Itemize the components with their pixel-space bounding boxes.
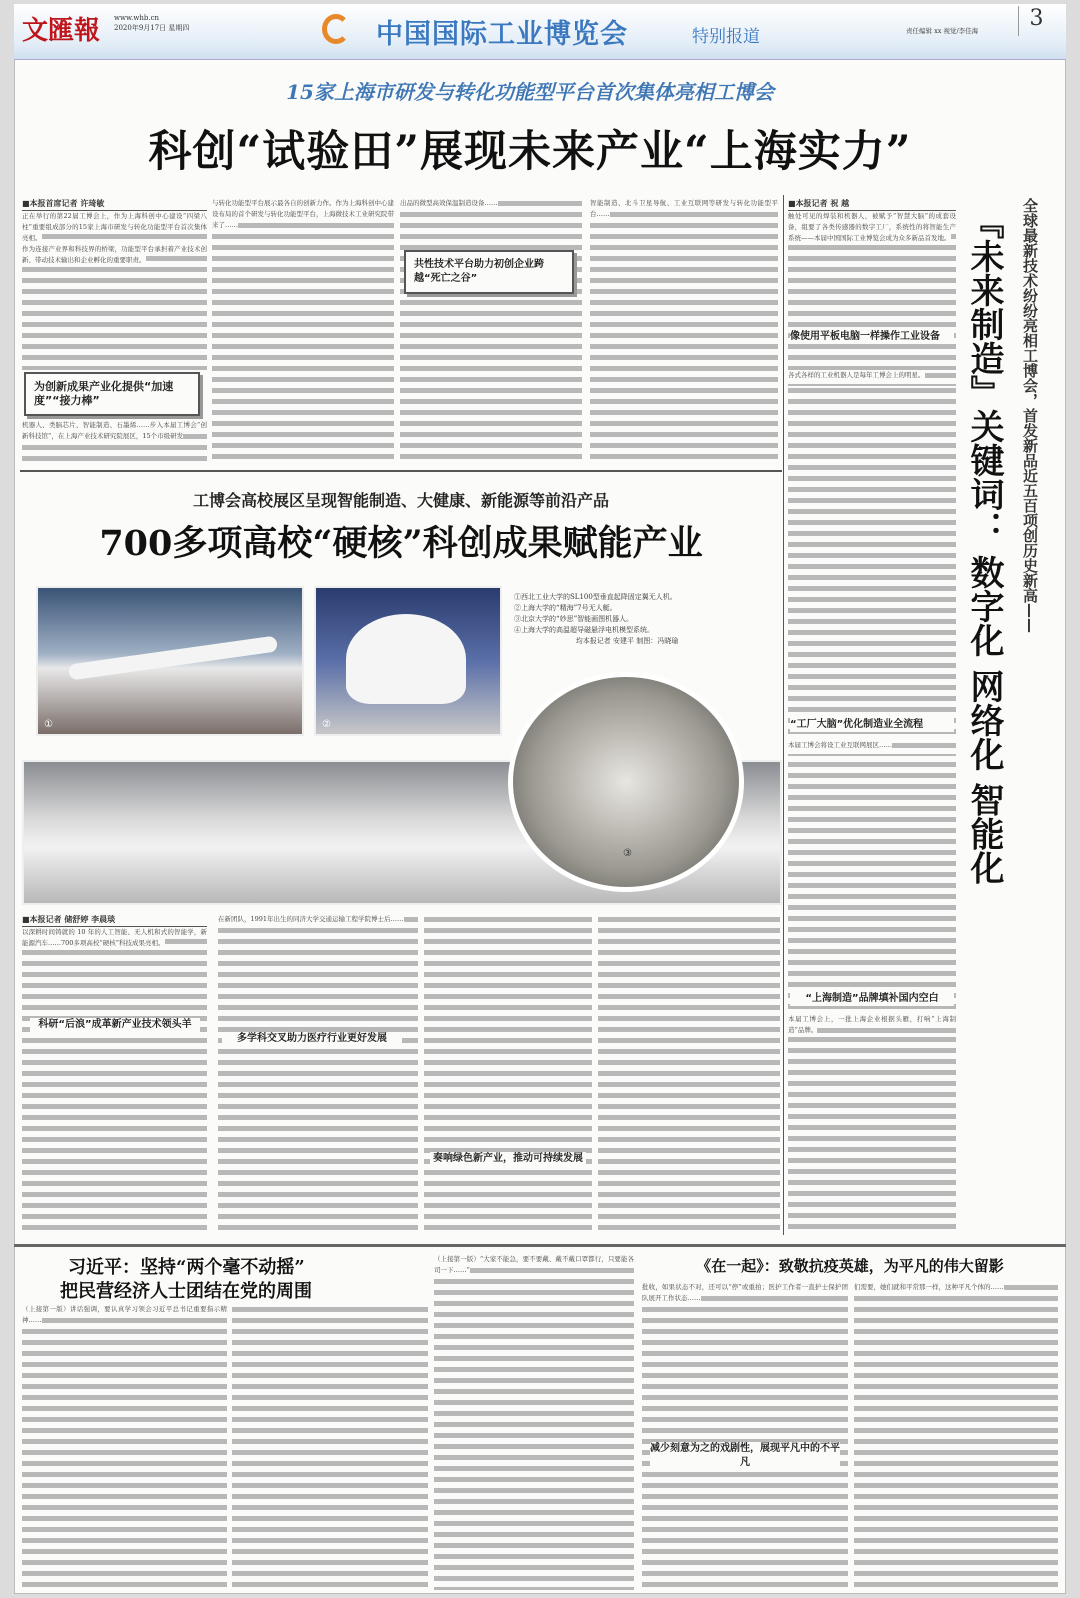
- story1-col3-text: 出品的微型高效保温制造设备……: [400, 199, 498, 207]
- boat-shape: [346, 614, 466, 704]
- caption-3: ③北京大学的“妙思”智能画图机器人。: [514, 615, 634, 623]
- feature-para3-text: 本届工博会上，一批上海企业根据头雁，打响“上海制造”品牌。: [788, 1015, 956, 1034]
- story4-headline: 《在一起》：致敬抗疫英雄，为平凡的伟大留影: [696, 1257, 1004, 1275]
- story1-column-1: [22, 198, 207, 370]
- page-number: 3: [1018, 6, 1054, 36]
- feature-para2-text: 本届工博会将设工业互联网展区……: [788, 741, 892, 749]
- feature-subhead-2: “工厂大脑”优化制造业全流程: [790, 718, 954, 732]
- story1-para3: [22, 420, 207, 464]
- story1-column-3: [400, 198, 582, 464]
- story3-headline: [60, 1256, 312, 1304]
- editor-credits: 责任编辑 xx 视觉/李佳海: [906, 27, 979, 35]
- story3-lead: （上接第一版）讲话强调，要认真学习领会习近平总书记重要指示精神……: [22, 1305, 227, 1324]
- photo-label-3: ③: [623, 848, 632, 859]
- story1-headline: 科创“试验田”展现未来产业“上海实力”: [148, 127, 912, 177]
- story1-subhead-1: 为创新成果产业化提供“加速度”“接力棒”: [24, 372, 200, 416]
- feature-title-part1: 『未来制造』关键词：: [964, 205, 1004, 545]
- feature-vertical-title: [962, 205, 1006, 885]
- photo-captions: [514, 592, 740, 647]
- uav-shape: [68, 635, 278, 680]
- story4-column-1: [642, 1282, 848, 1590]
- story1-column-4: [590, 198, 778, 464]
- story1-col4-text: 智能制造、北斗卫星导航、工业互联网等研发与转化功能型平台……: [590, 199, 778, 218]
- story4-lead: 批收，如果状态不对，还可以“停”或重拍；医护工作者一直护士保护团队展开工作状态……: [642, 1283, 848, 1302]
- feature-subhead-3: “上海制造”品牌填补国内空白: [790, 992, 954, 1006]
- story1-lead: 正在举行的第22届工博会上，作为上海科创中心建设“四梁八柱”重要组成部分的15家上海市研发与转化功能型平台首次集体亮相。: [22, 212, 207, 242]
- story2-column-4: [598, 914, 780, 1234]
- story2-subhead-3: 奏响绿色新产业，推动可持续发展: [430, 1152, 586, 1166]
- paper-url: www.whb.cn: [114, 14, 160, 22]
- caption-2: ②上海大学的“精海”7号无人艇。: [514, 604, 617, 612]
- bottom-divider: [14, 1244, 1066, 1247]
- story2-column-3: [424, 914, 592, 1234]
- story3-column-2: [232, 1304, 428, 1590]
- story1-subhead-2: 共性技术平台助力初创企业跨越“死亡之谷”: [404, 250, 574, 294]
- story1-kicker: 15家上海市研发与转化功能型平台首次集体亮相工博会: [286, 80, 774, 104]
- photo-credit: 均本报记者 安建平 制图：冯晓瑜: [575, 637, 679, 645]
- story3-headline-1: 习近平：坚持“两个毫不动摇”: [68, 1257, 305, 1278]
- story2-column-1: [22, 914, 207, 1234]
- story3-col3-text: （上接第一版）“大家不能急，要不要戴、戴不戴口罩都行，只要能各司一下……”: [434, 1255, 634, 1274]
- photo-label-1: ①: [44, 719, 53, 730]
- story1-para3-text: 机器人、类脑芯片、智能制造、石墨烯……步入本届工博会“创新科技馆”，在上海产业技术研究院展区，15个市级研发: [22, 421, 207, 440]
- story3-headline-2: 把民营经济人士团结在党的周围: [60, 1281, 312, 1302]
- story1-col2-text: 与转化功能型平台展示最各自的创新力作。作为上海科创中心建设布局的首个研发与转化功能型平台，上海微技术工业研究院带来了……: [212, 199, 394, 229]
- paper-logo: 文匯報: [22, 16, 101, 46]
- feature-vertical-kicker: 全球最新技术纷纷亮相工博会，首发新品近五百项创历史新高——: [1021, 198, 1039, 633]
- feature-para3: [788, 1014, 956, 1036]
- story2-lead: 以深耕时间铸就的 10 年的人工智能、无人机和式的智能学，新能源汽车……700多项高校“硬核”科技成果亮相。: [22, 928, 207, 947]
- feature-para1-text: 各式各样的工业机器人是每年工博会上的明星。: [788, 371, 925, 379]
- story4-col2-text: 们需要，她们就和平常那一样，这种平凡个体的……: [854, 1283, 1004, 1291]
- feature-body: [788, 198, 956, 1233]
- masthead-meta: [114, 13, 189, 33]
- feature-lead: 触处可见的焊装和机器人，被赋予“智慧大脑”的成套设备，组要了各类传感器的数字工厂，系统性的将智能生产系统——本届中国国际工业博览会成为众多新品首发地。: [788, 212, 956, 242]
- feature-para1: [788, 370, 956, 386]
- story3-column-3: [434, 1254, 634, 1590]
- section-title: 中国国际工业博览会: [376, 19, 628, 50]
- story4-subhead: 减少刻意为之的戏剧性，展现平凡中的不平凡: [650, 1443, 840, 1468]
- feature-subhead-1: 像使用平板电脑一样操作工业设备: [790, 330, 954, 344]
- photo-label-2: ②: [322, 719, 331, 730]
- story2-subhead-2: 多学科交叉助力医疗行业更好发展: [222, 1032, 402, 1046]
- photo-uav: [36, 586, 304, 736]
- issue-date: 2020年9月17日 星期四: [114, 24, 190, 32]
- feature-title-part2: 数字化 网络化 智能化: [964, 555, 1004, 885]
- story2-col2-text: 在新团队，1991年出生的同济大学交通运输工程学院博士后……: [218, 915, 404, 923]
- story2-byline: ■本报记者 储舒婷 李晨琰: [22, 914, 207, 927]
- feature-para2: [788, 740, 956, 756]
- column-divider: [783, 195, 784, 1235]
- photo-drawing-robot: [508, 672, 744, 892]
- caption-4: ④上海大学的高温超导磁悬浮电机模型系统。: [514, 626, 654, 634]
- caption-1: ①西北工业大学的SL100型垂直起降固定翼无人机。: [514, 593, 677, 601]
- story2-headline: 700多项高校“硬核”科创成果赋能产业: [99, 523, 703, 564]
- story1-para2: 作为连接产业界和科技界的桥梁，功能型平台承担着产业技术创新、带动技术输出和企业孵化的重要职责。: [22, 245, 207, 264]
- story4-column-2: [854, 1282, 1058, 1590]
- section-divider: [20, 470, 782, 472]
- photo-unmanned-boat: [314, 586, 502, 736]
- expo-logo-icon: [322, 14, 350, 44]
- story1-column-2: [212, 198, 394, 464]
- story2-subhead-1: 科研“后浪”成革新产业技术领头羊: [30, 1018, 200, 1032]
- story1-byline: ■本报首席记者 许琦敏: [22, 198, 207, 211]
- story2-kicker: 工博会高校展区呈现智能制造、大健康、新能源等前沿产品: [192, 491, 609, 510]
- story3-column-1: [22, 1304, 227, 1590]
- story2-column-2: [218, 914, 418, 1234]
- section-tag: 特别报道: [692, 27, 760, 47]
- feature-byline: ■本报记者 祝 越: [788, 198, 956, 211]
